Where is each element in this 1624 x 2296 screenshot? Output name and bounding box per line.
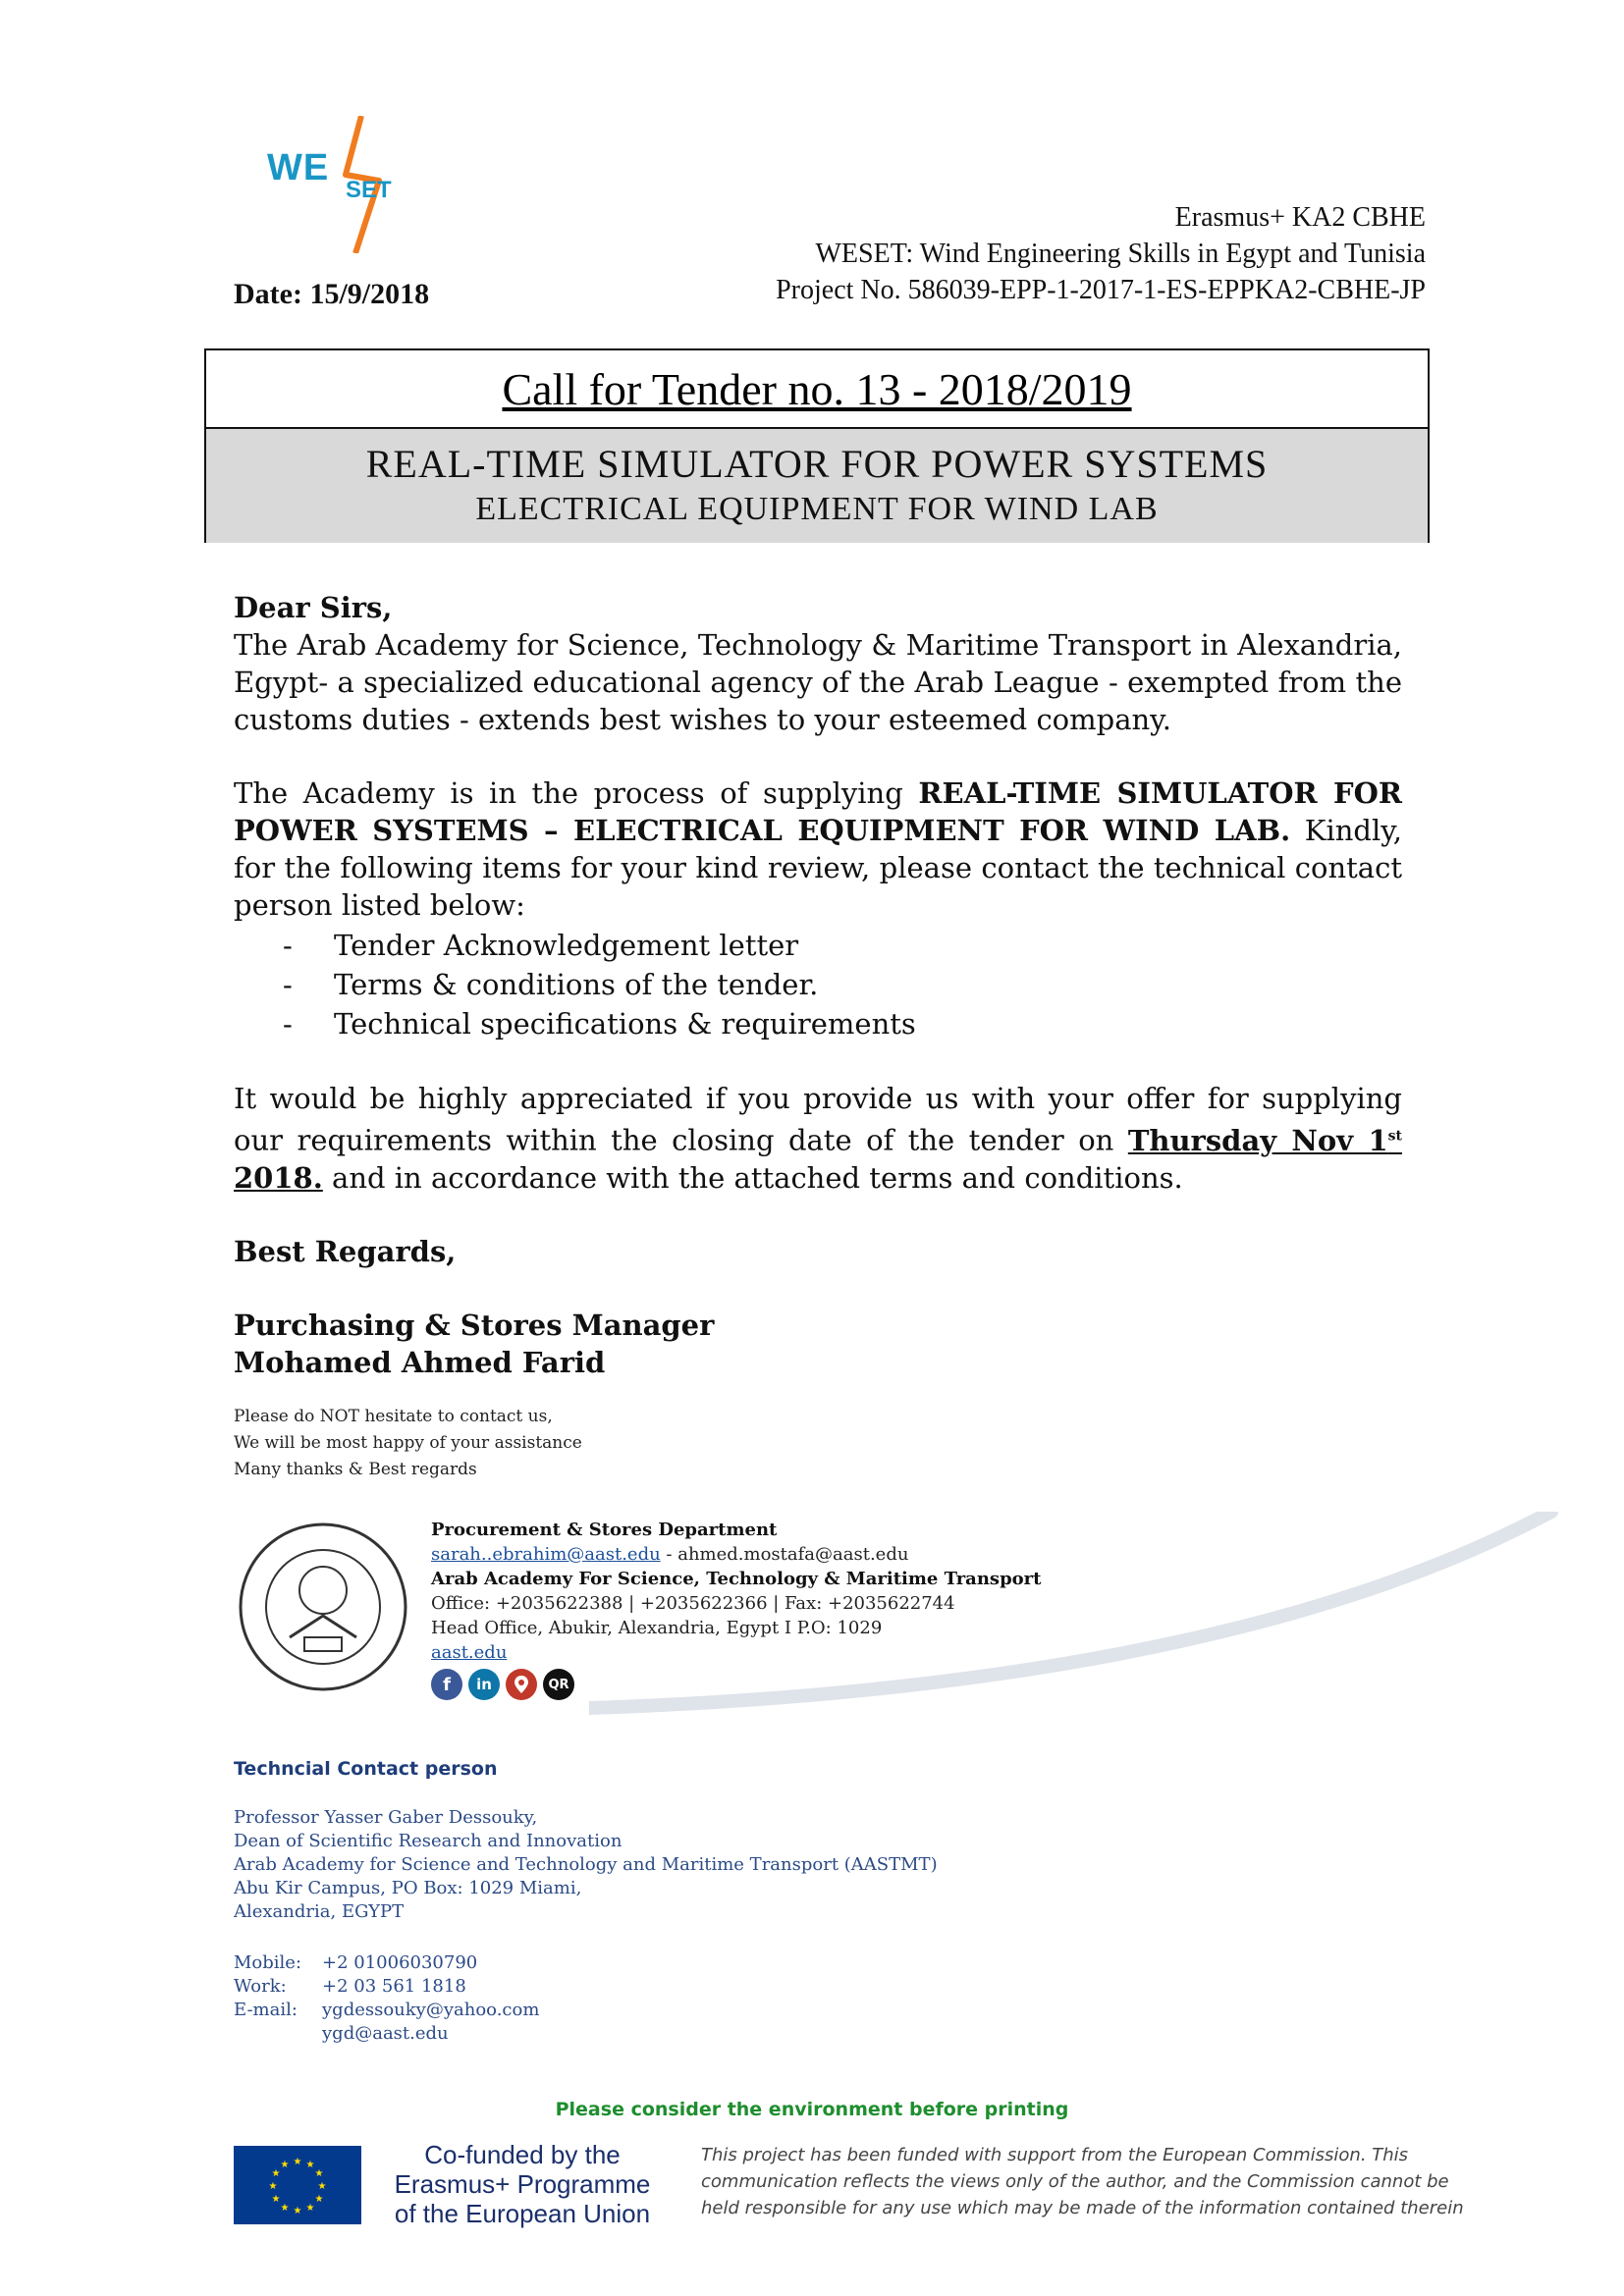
linkedin-icon[interactable]: in [468,1669,500,1700]
svg-text:★: ★ [305,2203,315,2214]
svg-text:★: ★ [314,2168,324,2179]
contact-name: Professor Yasser Gaber Dessouky, [234,1807,538,1828]
document-date: Date: 15/9/2018 [234,278,430,310]
signatory-name: Mohamed Ahmed Farid [234,1345,606,1379]
technical-contact-details [234,1806,938,1924]
eu-disclaimer: This project has been funded with support from the European Commission. This communication reflects the views only of the author, and the Commission cannot be held responsible for any use which may be made of the information contained therein [701,2145,1464,2218]
svg-text:★: ★ [280,2203,290,2214]
svg-text:★: ★ [271,2168,281,2179]
note-line: We will be most happy of your assistance [234,1433,582,1453]
technical-contact-numbers: Mobile: +2 01006030790 Work: +2 03 561 1818 E-mail: ygdessouky@yahoo.com ygd@aast.edu [234,1952,540,2044]
academy-name: Arab Academy For Science, Technology & Maritime Transport [431,1569,1042,1589]
list-item: - Tender Acknowledgement letter [283,929,799,962]
qr-code-icon[interactable]: QR [543,1669,574,1700]
contact-email: ygdessouky@yahoo.com [322,2000,540,2020]
map-pin-icon[interactable] [506,1669,537,1700]
items-list [234,926,1402,1043]
technical-contact-heading: Techncial Contact person [234,1758,498,1780]
paragraph-3: It would be highly appreciated if you provide us with your offer for supplying our requirements within the closing date of the tender on Thursday Nov 1st 2018. and in accordance with the attached terms and conditions. [234,1082,1402,1195]
eu-flag-icon [234,2146,361,2224]
product-name: REAL-TIME SIMULATOR FOR POWER SYSTEMS – ELECTRICAL EQUIPMENT FOR WIND LAB. [234,776,1402,847]
procurement-emails: sarah..ebrahim@aast.edu - ahmed.mostafa@aast.edu [431,1544,909,1565]
procurement-dept: Procurement & Stores Department [431,1520,778,1540]
list-item: - Technical specifications & requirements [283,1007,916,1041]
tender-title-box [204,348,1430,543]
svg-text:★: ★ [293,2157,302,2167]
letter-body [234,589,1402,1381]
closing-date: Thursday Nov 1st 2018. [234,1123,1402,1195]
contact-email: ygd@aast.edu [322,2023,449,2044]
svg-text:★: ★ [314,2194,324,2205]
paragraph-2: The Academy is in the process of supplying REAL-TIME SIMULATOR FOR POWER SYSTEMS – ELECTRICAL EQUIPMENT FOR WIND LAB. Kindly, for the following items for your kind review, please contact the technical contact person listed below: [234,776,1402,922]
social-links [431,1669,574,1700]
contact-address: Abu Kir Campus, PO Box: 1029 Miami, [234,1878,582,1898]
regards: Best Regards, [234,1234,457,1268]
svg-text:★: ★ [268,2181,278,2192]
svg-text:★: ★ [293,2206,302,2216]
signatory-title: Purchasing & Stores Manager [234,1308,715,1342]
head-office-address: Head Office, Abukir, Alexandria, Egypt I P.O: 1029 [431,1618,883,1638]
header-line-3: Project No. 586039-EPP-1-2017-1-ES-EPPKA2-CBHE-JP [776,275,1426,305]
tender-title: Call for Tender no. 13 - 2018/2019 [502,363,1132,414]
contact-org: Arab Academy for Science and Technology and Maritime Transport (AASTMT) [234,1854,938,1875]
procurement-block [431,1518,1041,1665]
tender-subtitle-2: ELECTRICAL EQUIPMENT FOR WIND LAB [475,491,1159,527]
header-line-2: WESET: Wind Engineering Skills in Egypt and Tunisia [815,239,1426,269]
contact-address: Alexandria, EGYPT [234,1901,405,1922]
facebook-icon[interactable]: f [431,1669,462,1700]
website-link[interactable]: aast.edu [431,1642,508,1663]
mobile-number: +2 01006030790 [322,1952,478,1973]
list-item: - Terms & conditions of the tender. [283,968,819,1001]
svg-text:★: ★ [305,2160,315,2170]
svg-text:★: ★ [271,2194,281,2205]
svg-text:★: ★ [280,2160,290,2170]
tender-subtitle-1: REAL-TIME SIMULATOR FOR POWER SYSTEMS [365,442,1269,486]
erasmus-cofund-text: Co-funded by the Erasmus+ Programme of the European Union [394,2140,651,2228]
note-line: Please do NOT hesitate to contact us, [234,1407,553,1426]
email-text: ahmed.mostafa@aast.edu [677,1544,909,1565]
logo-text-we: WE [267,147,330,188]
svg-text:★: ★ [317,2181,327,2192]
email-link[interactable]: sarah..ebrahim@aast.edu [431,1544,661,1565]
contact-note [234,1404,582,1483]
phone-numbers: Office: +2035622388 | +2035622366 | Fax: +2035622744 [431,1593,955,1614]
contact-role: Dean of Scientific Research and Innovation [234,1831,623,1851]
header-line-1: Erasmus+ KA2 CBHE [1174,202,1426,233]
salutation: Dear Sirs, [234,591,393,624]
note-line: Many thanks & Best regards [234,1460,477,1479]
work-number: +2 03 561 1818 [322,1976,466,1997]
aast-seal-logo [236,1520,410,1694]
project-header [776,199,1426,308]
logo-text-set: SET [346,177,392,203]
environment-notice: Please consider the environment before printing [555,2099,1069,2120]
paragraph-1: The Arab Academy for Science, Technology & Maritime Transport in Alexandria, Egypt- a specialized educational agency of the Arab League - exempted from the customs duties - extends best wishes to your esteemed company. [234,628,1402,736]
